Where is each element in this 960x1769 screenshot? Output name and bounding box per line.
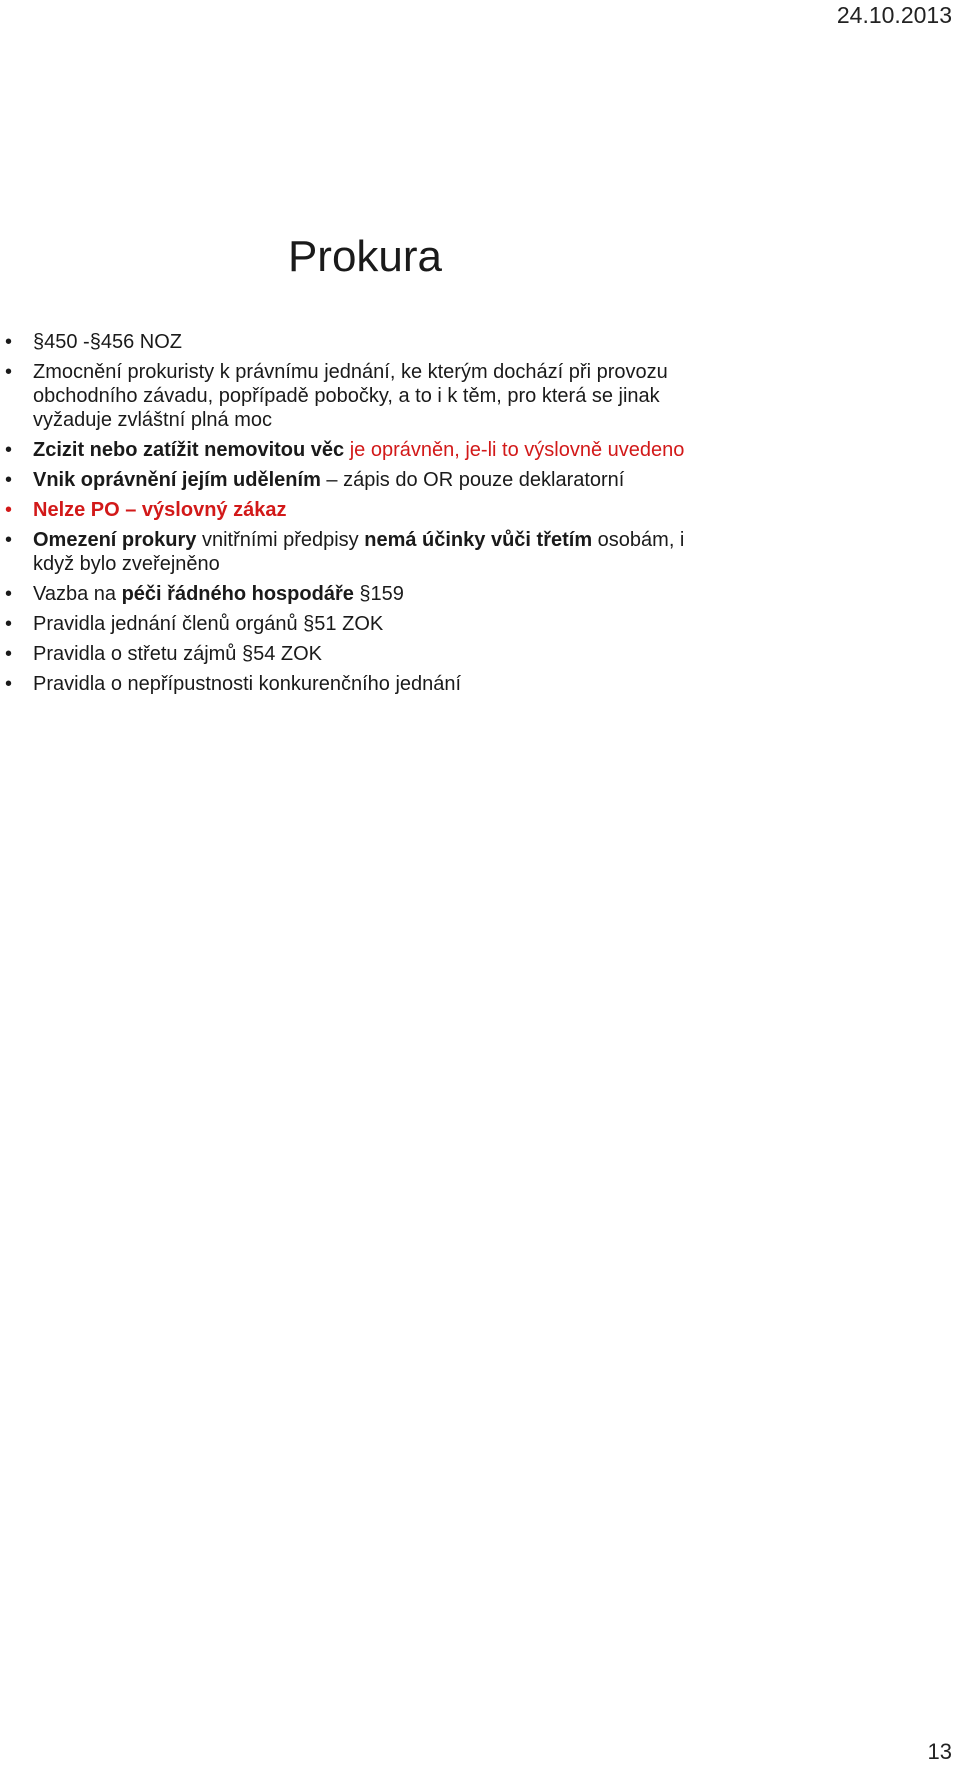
bullet-text-segment: Omezení prokury (33, 529, 197, 551)
bullet-item (0, 498, 720, 522)
bullet-dot-icon: • (5, 439, 13, 461)
bullet-dot-icon: • (5, 469, 13, 491)
page-number: 13 (927, 1739, 952, 1764)
bullet-text-segment: nemá účinky vůči třetím (364, 529, 593, 551)
slide-date: 24.10.2013 (836, 2, 952, 28)
bullet-dot-icon: • (5, 643, 13, 665)
bullet-text-segment: péči řádného hospodáře (121, 583, 354, 605)
bullet-list (0, 330, 720, 702)
bullet-text-segment: Nelze PO – výslovný zákaz (33, 499, 287, 521)
bullet-item (0, 582, 720, 606)
bullet-item (0, 360, 720, 432)
bullet-item (0, 528, 720, 576)
bullet-dot-icon: • (5, 583, 13, 605)
bullet-dot-icon: • (5, 673, 13, 695)
bullet-item (0, 468, 720, 492)
bullet-item (0, 612, 720, 636)
bullet-item (0, 672, 720, 696)
bullet-text-segment: Vazba na (33, 583, 122, 605)
bullet-text-segment: Pravidla jednání členů orgánů §51 ZOK (33, 613, 384, 635)
slide-title: Prokura (287, 232, 443, 281)
bullet-dot-icon: • (5, 499, 13, 521)
bullet-text-segment: je oprávněn, je-li to výslovně uvedeno (344, 439, 685, 461)
bullet-text-segment: §159 (353, 583, 404, 605)
bullet-text-segment: Pravidla o střetu zájmů §54 ZOK (33, 643, 323, 665)
bullet-text-segment: Vnik oprávnění jejím udělením (33, 469, 321, 491)
bullet-dot-icon: • (5, 361, 13, 383)
bullet-text-segment: Zmocnění prokuristy k právnímu jednání, ke kterým dochází při provozu obchodního závadu, popřípadě pobočky, a to i k těm, pro která se jinak vyžaduje zvláštní plná moc (33, 361, 668, 431)
bullet-text-segment: Zcizit nebo zatížit nemovitou věc (33, 439, 345, 461)
bullet-dot-icon: • (5, 331, 13, 353)
bullet-item (0, 330, 720, 354)
bullet-text-segment: §450 -§456 NOZ (33, 331, 182, 353)
bullet-item (0, 438, 720, 462)
bullet-text-segment: osobám, i když bylo zveřejněno (33, 529, 685, 575)
bullet-text-segment: – zápis do OR pouze deklaratorní (320, 469, 625, 491)
bullet-dot-icon: • (5, 529, 13, 551)
bullet-item (0, 642, 720, 666)
bullet-text-segment: Pravidla o nepřípustnosti konkurenčního jednání (33, 673, 462, 695)
bullet-text-segment: vnitřními předpisy (196, 529, 365, 551)
bullet-dot-icon: • (5, 613, 13, 635)
